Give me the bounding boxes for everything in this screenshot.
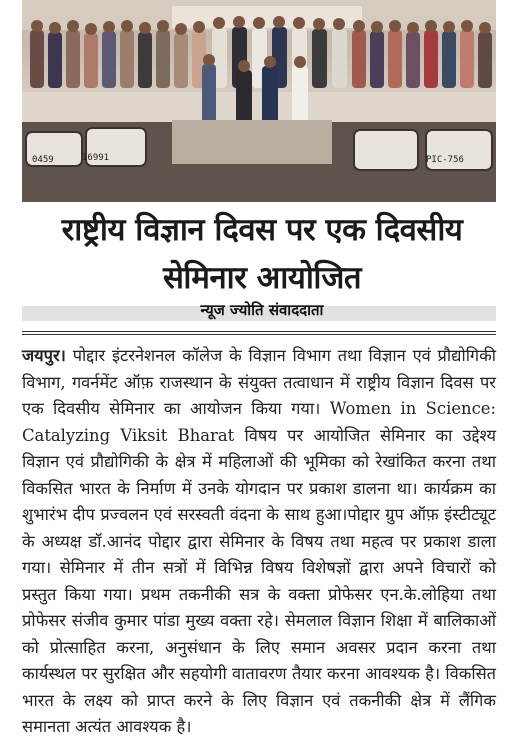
event-photo	[22, 0, 496, 202]
headline-line-1: राष्ट्रीय विज्ञान दिवस पर एक दिवसीय	[61, 212, 463, 248]
seat-tag: 0459	[32, 155, 54, 165]
divider	[22, 334, 496, 335]
article-text: पोद्दार इंटरनेशनल कॉलेज के विज्ञान विभाग तथा विज्ञान एवं प्रौद्योगिकी विभाग, गवर्नमेंट ऑफ़ राजस्थान के संयुक्त तत्वाधान में राष्ट्रीय विज्ञान दिवस पर एक दिवसीय सेमिनार का आयोजन किया गया। Women in Science: Catalyzing Viksit Bharat विषय पर आयोजित सेमिनार का उद्देश्य विज्ञान एवं प्रौद्योगिकी के क्षेत्र में महिलाओं की भूमिका को रेखांकित करना तथा विकसित भारत के निर्माण में उनके योगदान पर प्रकाश डालना था। कार्यक्रम का शुभारंभ दीप प्रज्वलन एवं सरस्वती वंदना के साथ हुआ।पोद्दार ग्रुप ऑफ़ इंस्टीट्यूट के अध्यक्ष डॉ.आनंद पोद्दार द्वारा सेमिनार के विषय तथा महत्व पर प्रकाश डाला गया। सेमिनार में तीन सत्रों में विभिन्न विषय विशेषज्ञों द्वारा अपने विचारों को प्रस्तुत किया गया। प्रथम तकनीकी सत्र के वक्ता प्रोफेसर एन.के.लोहिया तथा प्रोफेसर संजीव कुमार पांडा मुख्य वक्ता रहे। सेमलाल विज्ञान शिक्षा में बालिकाओं को प्रोत्साहित करना, अनुसंधान के लिए समान अवसर प्रदान करना तथा कार्यस्थल पर सुरक्षित और सहयोगी वातावरण तैयार करना आवश्यक है। विकसित भारत के लक्ष्य को प्राप्त करने के लिए विज्ञान एवं तकनीकी क्षेत्र में लैंगिक समानता अत्यंत आवश्यक है।	[22, 346, 496, 736]
headline-line-2: सेमिनार आयोजित	[162, 260, 362, 296]
byline: न्यूज ज्योति संवाददाता	[200, 301, 324, 319]
seat-tag: 16991	[82, 153, 110, 163]
divider	[22, 331, 496, 332]
article-dateline: जयपुर।	[22, 346, 66, 365]
article-body	[22, 343, 496, 741]
group-photo-illustration	[22, 0, 496, 202]
seat-tag: PIC-756	[426, 155, 464, 165]
